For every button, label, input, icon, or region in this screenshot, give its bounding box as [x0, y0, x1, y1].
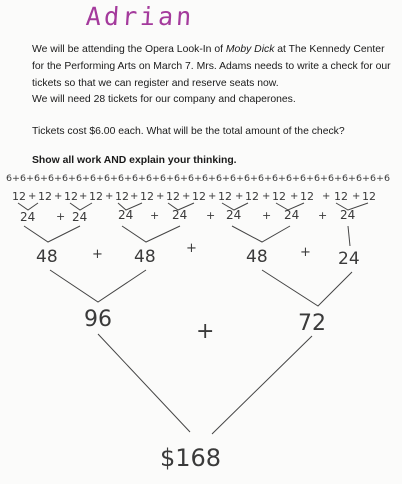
- plus-sign: +: [352, 191, 361, 202]
- plus-sign: +: [186, 241, 197, 256]
- sixes-row: 6+6+6+6+6+6+6+6+6+6+6+6+6+6+6+6+6+6+6+6+6+6+6+6+6+6+6+6: [6, 174, 390, 184]
- twelve-11: 12: [272, 190, 286, 203]
- plus-sign: +: [262, 209, 272, 222]
- total-amount: $168: [160, 444, 222, 472]
- plus-sign: +: [208, 191, 217, 202]
- twentyfour-1: 24: [20, 210, 36, 224]
- plus-sign: +: [235, 191, 244, 202]
- intro-text-start: We will be attending the Opera Look-In of: [32, 44, 226, 55]
- plus-sign: +: [318, 209, 328, 222]
- twelve-6: 12: [140, 190, 154, 203]
- tickets-needed-paragraph: We will need 28 tickets for our company and chaperones.: [32, 94, 296, 105]
- opera-title: Moby Dick: [225, 44, 275, 55]
- twentyfour-6: 24: [284, 208, 300, 222]
- fortyeight-2: 48: [134, 247, 156, 267]
- plus-sign: +: [28, 191, 37, 202]
- twentyfour-2: 24: [72, 210, 88, 224]
- bracket-lines-final: [98, 334, 312, 434]
- plus-sign: +: [130, 191, 139, 202]
- twelve-5: 12: [115, 190, 129, 203]
- plus-sign: +: [79, 191, 88, 202]
- question-paragraph: Tickets cost $6.00 each. What will be the total amount of the check?: [32, 126, 345, 137]
- fortyeight-1: 48: [36, 247, 58, 267]
- twelve-7: 12: [166, 190, 180, 203]
- twentyfour-4: 24: [172, 208, 188, 222]
- plus-sign: +: [322, 191, 331, 202]
- partial-total-96: 96: [84, 307, 112, 332]
- plus-sign: +: [300, 245, 311, 260]
- twelve-9: 12: [218, 190, 232, 203]
- twelve-14: 12: [362, 190, 376, 203]
- twelve-2: 12: [38, 190, 52, 203]
- twelve-3: 12: [64, 190, 78, 203]
- plus-sign: +: [182, 191, 191, 202]
- twentyfour-7: 24: [340, 208, 356, 222]
- intro-text-end: at The Kennedy Center for the Performing Arts on March 7. Mrs. Adams needs to write a check for our tickets so that we can register and reserve seats now.: [32, 44, 391, 89]
- plus-sign: +: [92, 247, 103, 262]
- plus-sign: +: [156, 191, 165, 202]
- plus-sign: +: [196, 319, 215, 344]
- twelve-1: 12: [12, 190, 26, 203]
- plus-sign: +: [56, 210, 66, 223]
- bracket-lines-48-to-partials: [50, 270, 352, 306]
- plus-sign: +: [262, 191, 271, 202]
- twentyfours-row: [20, 208, 355, 224]
- plus-sign: +: [105, 191, 114, 202]
- instruction-paragraph: Show all work AND explain your thinking.: [32, 155, 237, 166]
- twelve-10: 12: [245, 190, 259, 203]
- plus-sign: +: [206, 209, 216, 222]
- twelve-12: 12: [300, 190, 314, 203]
- partial-total-72: 72: [298, 311, 326, 336]
- fortyeight-3: 48: [246, 247, 268, 267]
- twelve-13: 12: [334, 190, 348, 203]
- plus-sign: +: [54, 191, 63, 202]
- twentyfour-8: 24: [338, 249, 360, 269]
- plus-sign: +: [150, 209, 160, 222]
- bracket-lines-12-to-24: [18, 203, 368, 210]
- plus-sign: +: [290, 191, 299, 202]
- twentyfour-3: 24: [118, 208, 134, 222]
- student-name: Adrian: [84, 2, 196, 31]
- twentyfour-5: 24: [226, 208, 242, 222]
- twelve-4: 12: [89, 190, 103, 203]
- fortyeights-plus-signs: [92, 241, 311, 262]
- twelve-8: 12: [192, 190, 206, 203]
- fortyeights-row: [36, 247, 360, 269]
